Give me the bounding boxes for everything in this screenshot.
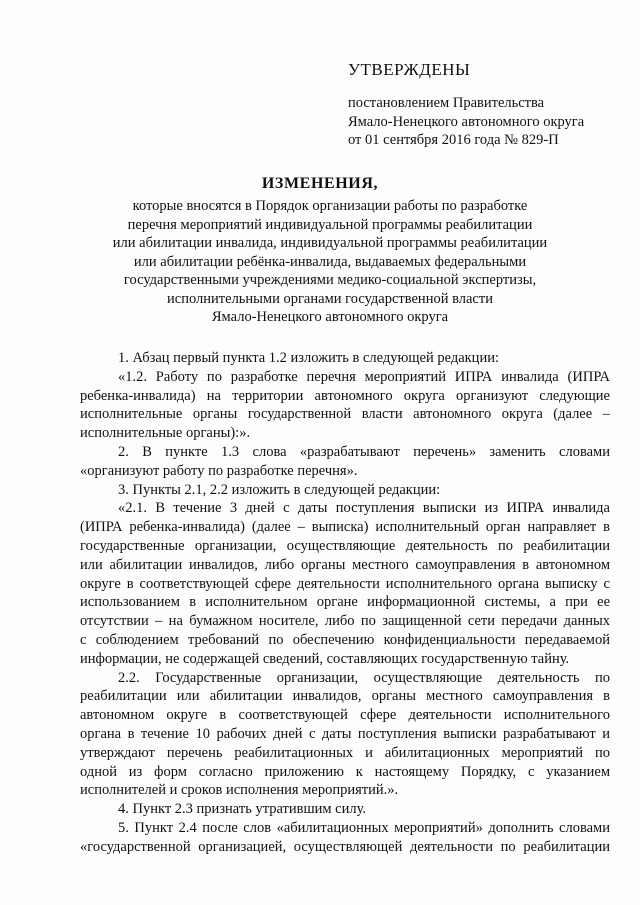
subtitle-line: или абилитации ребёнка-инвалида, выдаваемых федеральными xyxy=(133,253,527,270)
body-line: государственные организации, осуществляющие деятельность по реабилитации xyxy=(80,537,610,554)
body-line: «2.1. В течение 3 дней с даты поступления выписки из ИПРА инвалида xyxy=(118,500,610,517)
body-line: «организуют работу по разработке перечня». xyxy=(80,462,358,479)
body-line: реабилитации или абилитации инвалидов, органы местного самоуправления в xyxy=(80,688,610,705)
body-line: или абилитации инвалидов, либо органы местного самоуправления в автономном xyxy=(80,556,610,573)
document-body xyxy=(80,349,610,857)
subtitle-line: государственными учреждениями медико-социальной экспертизы, xyxy=(123,272,537,288)
body-line: органа в течение 10 рабочих дней с даты поступления выписки разрабатывают и xyxy=(80,725,610,742)
document-title: ИЗМЕНЕНИЯ, xyxy=(261,175,379,192)
body-line: информации, не содержащей сведений, составляющих государственную тайну. xyxy=(80,650,570,667)
body-line: 4. Пункт 2.3 признать утратившим силу. xyxy=(118,801,367,818)
body-line: утверждают перечень реабилитационных и абилитационных мероприятий по xyxy=(80,744,610,761)
document-subtitle xyxy=(90,197,570,327)
approval-line: от 01 сентября 2016 года № 829-П xyxy=(348,132,559,148)
body-line: 3. Пункты 2.1, 2.2 изложить в следующей редакции: xyxy=(118,481,441,498)
body-line: ребенка-инвалида) на территории автономного округа организуют следующие xyxy=(80,387,610,404)
body-line: одной из форм согласно приложению к настоящему Порядку, с указанием xyxy=(80,763,610,780)
body-line: «1.2. Работу по разработке перечня мероприятий ИПРА инвалида (ИПРА xyxy=(118,368,610,385)
body-line: 5. Пункт 2.4 после слов «абилитационных мероприятий» дополнить словами xyxy=(118,819,610,836)
approval-line: Ямало-Ненецкого автономного округа xyxy=(348,113,585,130)
body-line: (ИПРА ребенка-инвалида) (далее – выписка) исполнительный орган направляет в xyxy=(80,519,610,536)
body-line: использованием в исполнительном органе информационной системы, а при ее xyxy=(80,594,610,611)
body-line: исполнительные органы):». xyxy=(80,425,251,442)
subtitle-line: Ямало-Ненецкого автономного округа xyxy=(211,309,449,325)
approval-block xyxy=(348,60,618,150)
subtitle-line: которые вносятся в Порядок организации работы по разработке xyxy=(132,198,528,214)
body-line: с соблюдением требований по обеспечению конфиденциальности передаваемой xyxy=(80,631,610,648)
body-line: исполнительные органы государственной власти автономного округа (далее – xyxy=(80,406,610,423)
subtitle-line: исполнительными органами государственной власти xyxy=(167,290,493,307)
body-line: округе в соответствующей сфере деятельности исполнительного органа выписку с xyxy=(80,575,610,592)
body-line: 2.2. Государственные организации, осуществляющие деятельность по xyxy=(118,669,610,686)
body-line: 1. Абзац первый пункта 1.2 изложить в следующей редакции: xyxy=(118,350,499,366)
subtitle-line: или абилитации инвалида, индивидуальной программы реабилитации xyxy=(112,235,548,251)
body-line: автономном округе в соответствующей сфере деятельности исполнительного xyxy=(80,707,610,724)
body-line: отсутствии – на бумажном носителе, либо по защищенной сети передачи данных xyxy=(80,613,610,630)
approval-title: УТВЕРЖДЕНЫ xyxy=(348,60,471,79)
body-line: исполнителей и сроков исполнения мероприятий.». xyxy=(80,782,399,799)
body-line: 2. В пункте 1.3 слова «разрабатывают перечень» заменить словами xyxy=(118,443,610,460)
approval-line: постановлением Правительства xyxy=(348,95,545,111)
body-line: «государственной организацией, осуществляющей деятельности по реабилитации xyxy=(80,838,610,855)
subtitle-line: перечня мероприятий индивидуальной программы реабилитации xyxy=(127,216,533,233)
